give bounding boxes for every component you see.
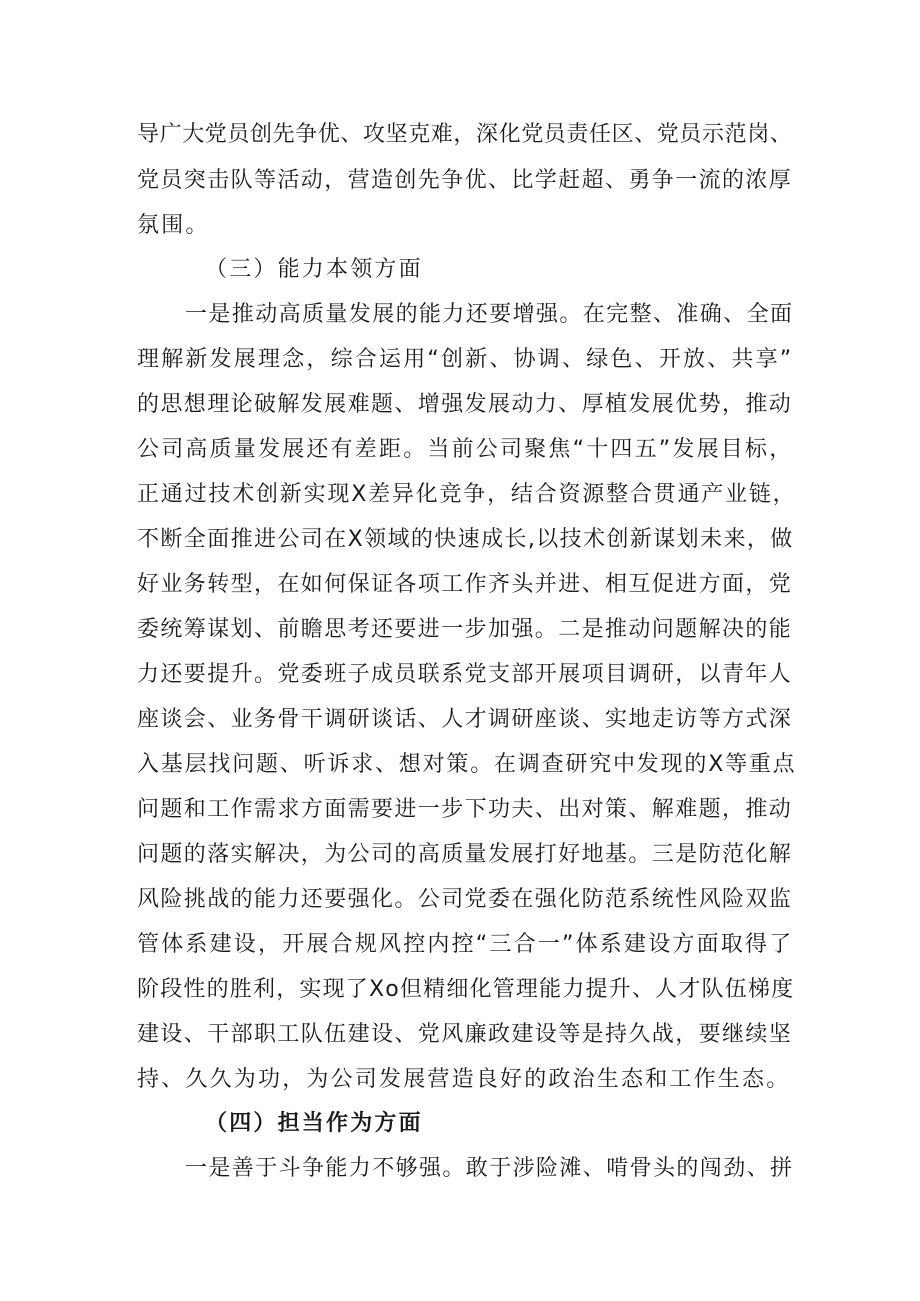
section-heading: （四）担当作为方面: [205, 1111, 423, 1136]
paragraph-line: 好业务转型，在如何保证各项工作齐头并进、相互促进方面，党: [137, 572, 793, 597]
paragraph-line: 的思想理论破解发展难题、增强发展动力、厚植发展优势，推动: [137, 392, 793, 417]
paragraph-line: 问题的落实解决，为公司的高质量发展打好地基。三是防范化解: [137, 842, 793, 867]
paragraph-line: 党员突击队等活动，营造创先争优、比学赶超、勇争一流的浓厚: [137, 168, 793, 193]
paragraph-line: 委统筹谋划、前瞻思考还要进一步加强。二是推动问题解决的能: [137, 617, 793, 642]
paragraph-line: 风险挑战的能力还要强化。公司党委在强化防范系统性风险双监: [137, 887, 793, 912]
paragraph-line: 座谈会、业务骨干调研谈话、人才调研座谈、实地走访等方式深: [137, 707, 793, 732]
paragraph-line: 导广大党员创先争优、攻坚克难，深化党员责任区、党员示范岗、: [137, 122, 793, 147]
paragraph-line: 不断全面推进公司在X领域的快速成长,以技术创新谋划未来，做: [137, 527, 794, 552]
section-heading: （三）能力本领方面: [205, 257, 423, 282]
paragraph-line: 氛围。: [137, 213, 210, 238]
paragraph-line: 正通过技术创新实现X差异化竞争，结合资源整合贯通产业链，: [137, 482, 797, 507]
paragraph-line: 力还要提升。党委班子成员联系党支部开展项目调研，以青年人: [137, 662, 793, 687]
paragraph-line: 持、久久为功，为公司发展营造良好的政治生态和工作生态。: [137, 1067, 791, 1092]
paragraph-line: 公司高质量发展还有差距。当前公司聚焦“十四五”发展目标，: [137, 437, 794, 462]
paragraph-line: 阶段性的胜利，实现了Xo但精细化管理能力提升、人才队伍梯度: [137, 977, 795, 1002]
paragraph-line: 一是善于斗争能力不够强。敢于涉险滩、啃骨头的闯劲、拼: [185, 1156, 794, 1181]
paragraph-line: 建设、干部职工队伍建设、党风廉政建设等是持久战，要继续坚: [137, 1022, 793, 1047]
paragraph-line: 入基层找问题、听诉求、想对策。在调查研究中发现的X等重点: [137, 752, 797, 777]
paragraph-line: 管体系建设，开展合规风控内控“三合一”体系建设方面取得了: [137, 932, 794, 957]
paragraph-line: 问题和工作需求方面需要进一步下功夫、出对策、解难题，推动: [137, 797, 793, 822]
paragraph-line: 理解新发展理念，综合运用“创新、协调、绿色、开放、共享”: [137, 347, 794, 372]
paragraph-line: 一是推动高质量发展的能力还要增强。在完整、准确、全面: [185, 302, 794, 327]
